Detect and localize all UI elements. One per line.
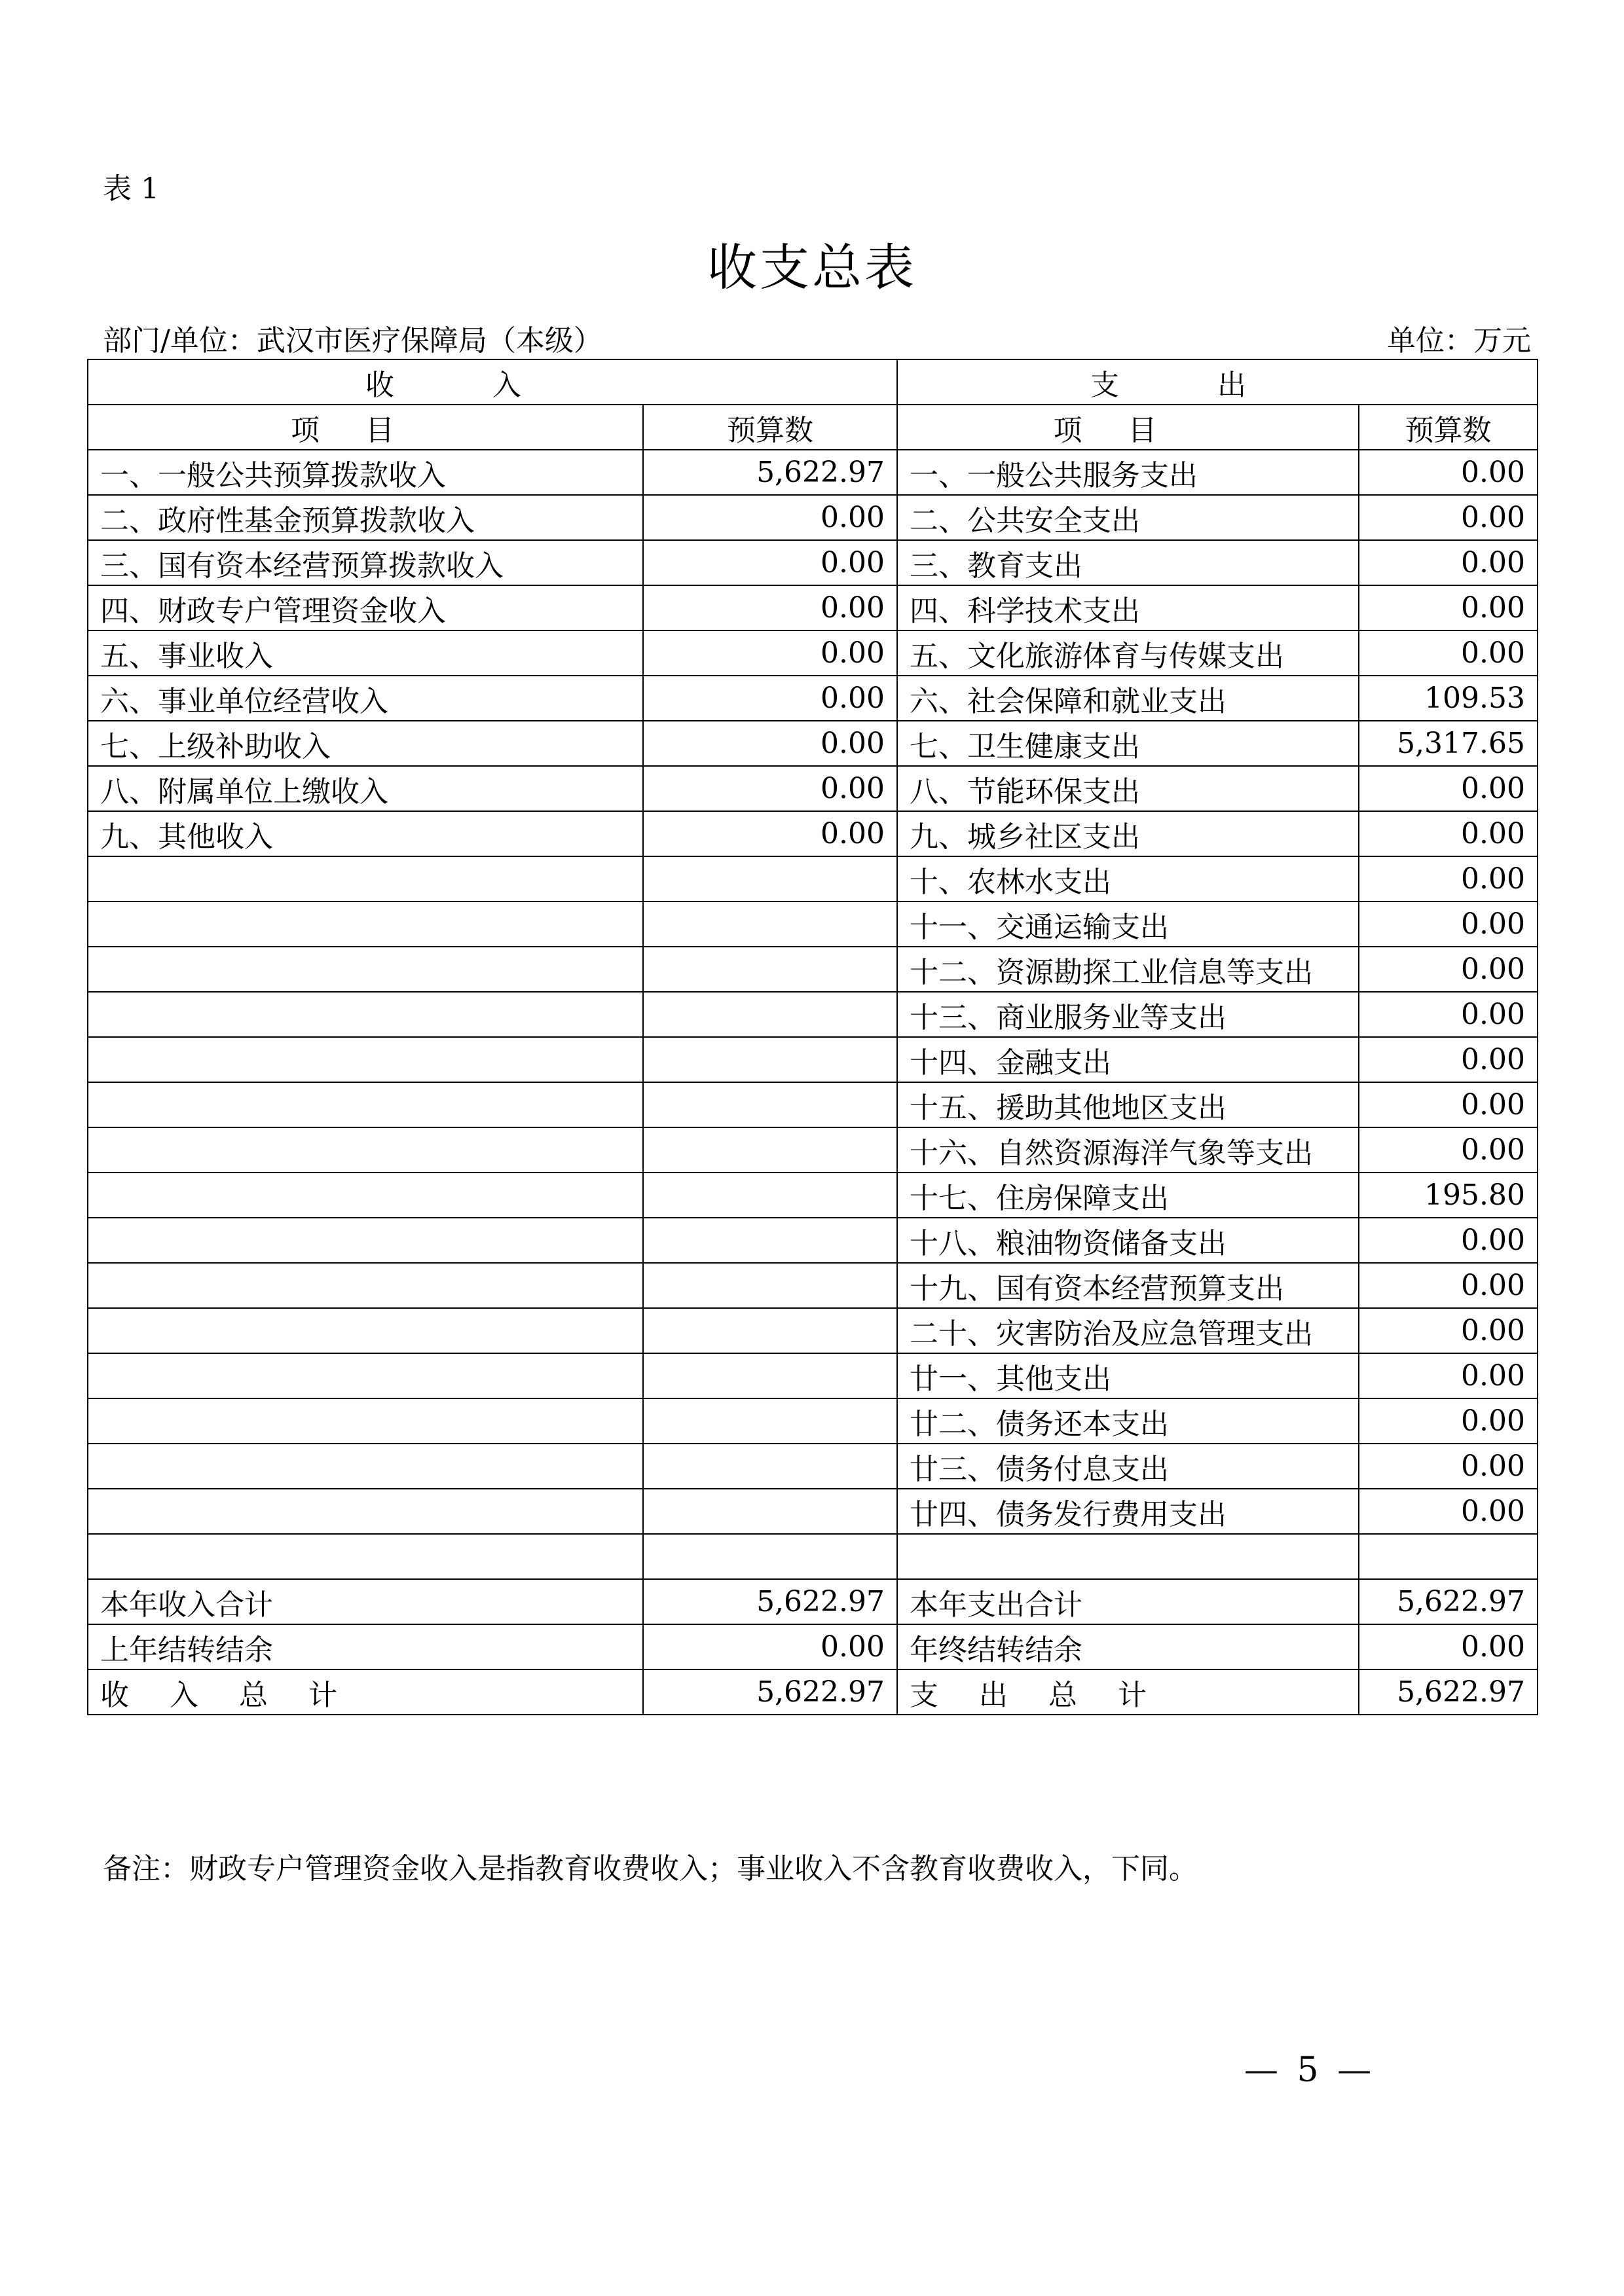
income-item-cell (88, 902, 643, 947)
table-body (88, 450, 1538, 1579)
income-value-cell (643, 1127, 897, 1173)
income-value-cell: 0.00 (643, 495, 897, 540)
income-item-cell: 四、财政专户管理资金收入 (88, 585, 643, 630)
income-value-cell: 0.00 (643, 540, 897, 585)
table-row (88, 1534, 1538, 1579)
expense-item-cell: 十六、自然资源海洋气象等支出 (897, 1127, 1359, 1173)
expense-value-cell: 0.00 (1359, 1263, 1538, 1308)
expense-item-cell: 廿三、债务付息支出 (897, 1444, 1359, 1489)
expense-value-cell: 0.00 (1359, 902, 1538, 947)
income-item-cell: 七、上级补助收入 (88, 721, 643, 766)
income-value-cell (643, 947, 897, 992)
column-header-row (88, 405, 1538, 450)
expense-value-cell: 0.00 (1359, 1127, 1538, 1173)
expense-budget-header: 预算数 (1359, 405, 1538, 450)
footnote: 备注：财政专户管理资金收入是指教育收费收入；事业收入不含教育收费收入，下同。 (103, 1852, 1198, 1886)
income-value-cell (643, 1263, 897, 1308)
table-row (88, 1218, 1538, 1263)
income-budget-header: 预算数 (643, 405, 897, 450)
table-row (88, 630, 1538, 676)
income-item-cell: 六、事业单位经营收入 (88, 676, 643, 721)
income-value-cell: 0.00 (643, 811, 897, 856)
expense-item-cell (897, 1534, 1359, 1579)
expense-value-cell: 0.00 (1359, 1398, 1538, 1444)
income-value-cell (643, 992, 897, 1037)
expense-item-cell: 廿二、债务还本支出 (897, 1398, 1359, 1444)
grand-total-row (88, 1669, 1538, 1715)
table-row (88, 721, 1538, 766)
income-item-cell: 一、一般公共预算拨款收入 (88, 450, 643, 495)
table-row (88, 540, 1538, 585)
income-value-cell: 0.00 (643, 585, 897, 630)
table-row (88, 856, 1538, 902)
income-value-cell (643, 1444, 897, 1489)
income-item-cell (88, 1263, 643, 1308)
expense-value-cell: 0.00 (1359, 992, 1538, 1037)
section-header-row (88, 359, 1538, 405)
unit-label: 单位：万元 (1387, 324, 1531, 357)
year-expense-value: 5,622.97 (1359, 1579, 1538, 1624)
income-value-cell: 0.00 (643, 676, 897, 721)
expense-item-cell: 三、教育支出 (897, 540, 1359, 585)
expense-value-cell: 0.00 (1359, 540, 1538, 585)
table-row (88, 1127, 1538, 1173)
expense-item-cell: 廿四、债务发行费用支出 (897, 1489, 1359, 1534)
income-item-cell (88, 992, 643, 1037)
expense-item-cell: 十一、交通运输支出 (897, 902, 1359, 947)
expense-item-header: 项目 (897, 405, 1359, 450)
expense-value-cell: 0.00 (1359, 1444, 1538, 1489)
income-item-cell (88, 1398, 643, 1444)
year-expense-label: 本年支出合计 (897, 1579, 1359, 1624)
expense-item-cell: 九、城乡社区支出 (897, 811, 1359, 856)
income-value-cell: 0.00 (643, 721, 897, 766)
expense-item-cell: 五、文化旅游体育与传媒支出 (897, 630, 1359, 676)
income-value-cell (643, 856, 897, 902)
table-row (88, 585, 1538, 630)
income-value-cell: 0.00 (643, 766, 897, 811)
income-item-cell (88, 1308, 643, 1353)
table-row (88, 450, 1538, 495)
prev-balance-label: 上年结转结余 (88, 1624, 643, 1669)
income-item-cell (88, 1444, 643, 1489)
expense-value-cell: 0.00 (1359, 1308, 1538, 1353)
expense-item-cell: 二、公共安全支出 (897, 495, 1359, 540)
balance-row (88, 1624, 1538, 1669)
table-row (88, 1082, 1538, 1127)
income-item-header: 项目 (88, 405, 643, 450)
expense-item-cell: 廿一、其他支出 (897, 1353, 1359, 1398)
prev-balance-value: 0.00 (643, 1624, 897, 1669)
table-row (88, 676, 1538, 721)
income-item-cell (88, 1534, 643, 1579)
end-balance-value: 0.00 (1359, 1624, 1538, 1669)
table-row (88, 811, 1538, 856)
income-item-cell (88, 1173, 643, 1218)
income-value-cell (643, 1082, 897, 1127)
expense-item-cell: 十、农林水支出 (897, 856, 1359, 902)
table-row (88, 495, 1538, 540)
expense-item-cell: 一、一般公共服务支出 (897, 450, 1359, 495)
budget-table (87, 359, 1538, 1715)
income-item-cell (88, 1218, 643, 1263)
year-income-label: 本年收入合计 (88, 1579, 643, 1624)
expense-item-cell: 二十、灾害防治及应急管理支出 (897, 1308, 1359, 1353)
expense-value-cell: 0.00 (1359, 1037, 1538, 1082)
page-title: 收支总表 (707, 238, 917, 297)
expense-value-cell: 0.00 (1359, 450, 1538, 495)
income-item-cell (88, 856, 643, 902)
table-row (88, 1444, 1538, 1489)
table-row (88, 1308, 1538, 1353)
table-row (88, 992, 1538, 1037)
expense-item-cell: 十四、金融支出 (897, 1037, 1359, 1082)
expense-value-cell: 0.00 (1359, 1353, 1538, 1398)
income-section-header: 收入 (88, 359, 897, 405)
table-row (88, 766, 1538, 811)
income-item-cell (88, 1489, 643, 1534)
expense-total-value: 5,622.97 (1359, 1669, 1538, 1715)
income-item-cell: 九、其他收入 (88, 811, 643, 856)
expense-item-cell: 十三、商业服务业等支出 (897, 992, 1359, 1037)
income-value-cell (643, 1489, 897, 1534)
income-item-cell (88, 1127, 643, 1173)
expense-value-cell: 109.53 (1359, 676, 1538, 721)
income-value-cell (643, 1353, 897, 1398)
income-value-cell (643, 902, 897, 947)
table-row (88, 1489, 1538, 1534)
expense-total-label: 支出总计 (897, 1669, 1359, 1715)
expense-item-cell: 四、科学技术支出 (897, 585, 1359, 630)
income-item-cell (88, 1082, 643, 1127)
page-number: — 5 — (1244, 2050, 1376, 2090)
income-value-cell: 0.00 (643, 630, 897, 676)
expense-item-cell: 十五、援助其他地区支出 (897, 1082, 1359, 1127)
income-value-cell: 5,622.97 (643, 450, 897, 495)
expense-item-cell: 十七、住房保障支出 (897, 1173, 1359, 1218)
income-total-label: 收入总计 (88, 1669, 643, 1715)
expense-item-cell: 十八、粮油物资储备支出 (897, 1218, 1359, 1263)
expense-value-cell: 0.00 (1359, 947, 1538, 992)
income-value-cell (643, 1308, 897, 1353)
expense-item-cell: 六、社会保障和就业支出 (897, 676, 1359, 721)
income-item-cell (88, 1037, 643, 1082)
expense-value-cell: 195.80 (1359, 1173, 1538, 1218)
expense-value-cell (1359, 1534, 1538, 1579)
income-value-cell (643, 1218, 897, 1263)
income-value-cell (643, 1173, 897, 1218)
expense-value-cell: 0.00 (1359, 811, 1538, 856)
table-label: 表 1 (103, 172, 159, 206)
income-item-cell: 三、国有资本经营预算拨款收入 (88, 540, 643, 585)
table-row (88, 1353, 1538, 1398)
income-value-cell (643, 1398, 897, 1444)
expense-item-cell: 七、卫生健康支出 (897, 721, 1359, 766)
income-total-value: 5,622.97 (643, 1669, 897, 1715)
expense-item-cell: 十九、国有资本经营预算支出 (897, 1263, 1359, 1308)
department-label: 部门/单位：武汉市医疗保障局（本级） (103, 324, 602, 357)
end-balance-label: 年终结转结余 (897, 1624, 1359, 1669)
table-row (88, 1263, 1538, 1308)
expense-section-header: 支出 (897, 359, 1538, 405)
income-value-cell (643, 1534, 897, 1579)
income-item-cell: 八、附属单位上缴收入 (88, 766, 643, 811)
expense-item-cell: 十二、资源勘探工业信息等支出 (897, 947, 1359, 992)
totals-body (88, 1579, 1538, 1715)
expense-value-cell: 0.00 (1359, 495, 1538, 540)
expense-value-cell: 0.00 (1359, 630, 1538, 676)
expense-item-cell: 八、节能环保支出 (897, 766, 1359, 811)
income-item-cell (88, 1353, 643, 1398)
income-item-cell: 二、政府性基金预算拨款收入 (88, 495, 643, 540)
table-row (88, 1173, 1538, 1218)
table-row (88, 902, 1538, 947)
year-income-value: 5,622.97 (643, 1579, 897, 1624)
expense-value-cell: 0.00 (1359, 766, 1538, 811)
expense-value-cell: 0.00 (1359, 585, 1538, 630)
expense-value-cell: 0.00 (1359, 856, 1538, 902)
income-value-cell (643, 1037, 897, 1082)
expense-value-cell: 0.00 (1359, 1489, 1538, 1534)
table-row (88, 1037, 1538, 1082)
expense-value-cell: 0.00 (1359, 1082, 1538, 1127)
table-row (88, 1398, 1538, 1444)
table-row (88, 947, 1538, 992)
income-item-cell: 五、事业收入 (88, 630, 643, 676)
income-item-cell (88, 947, 643, 992)
expense-value-cell: 5,317.65 (1359, 721, 1538, 766)
year-total-row (88, 1579, 1538, 1624)
expense-value-cell: 0.00 (1359, 1218, 1538, 1263)
